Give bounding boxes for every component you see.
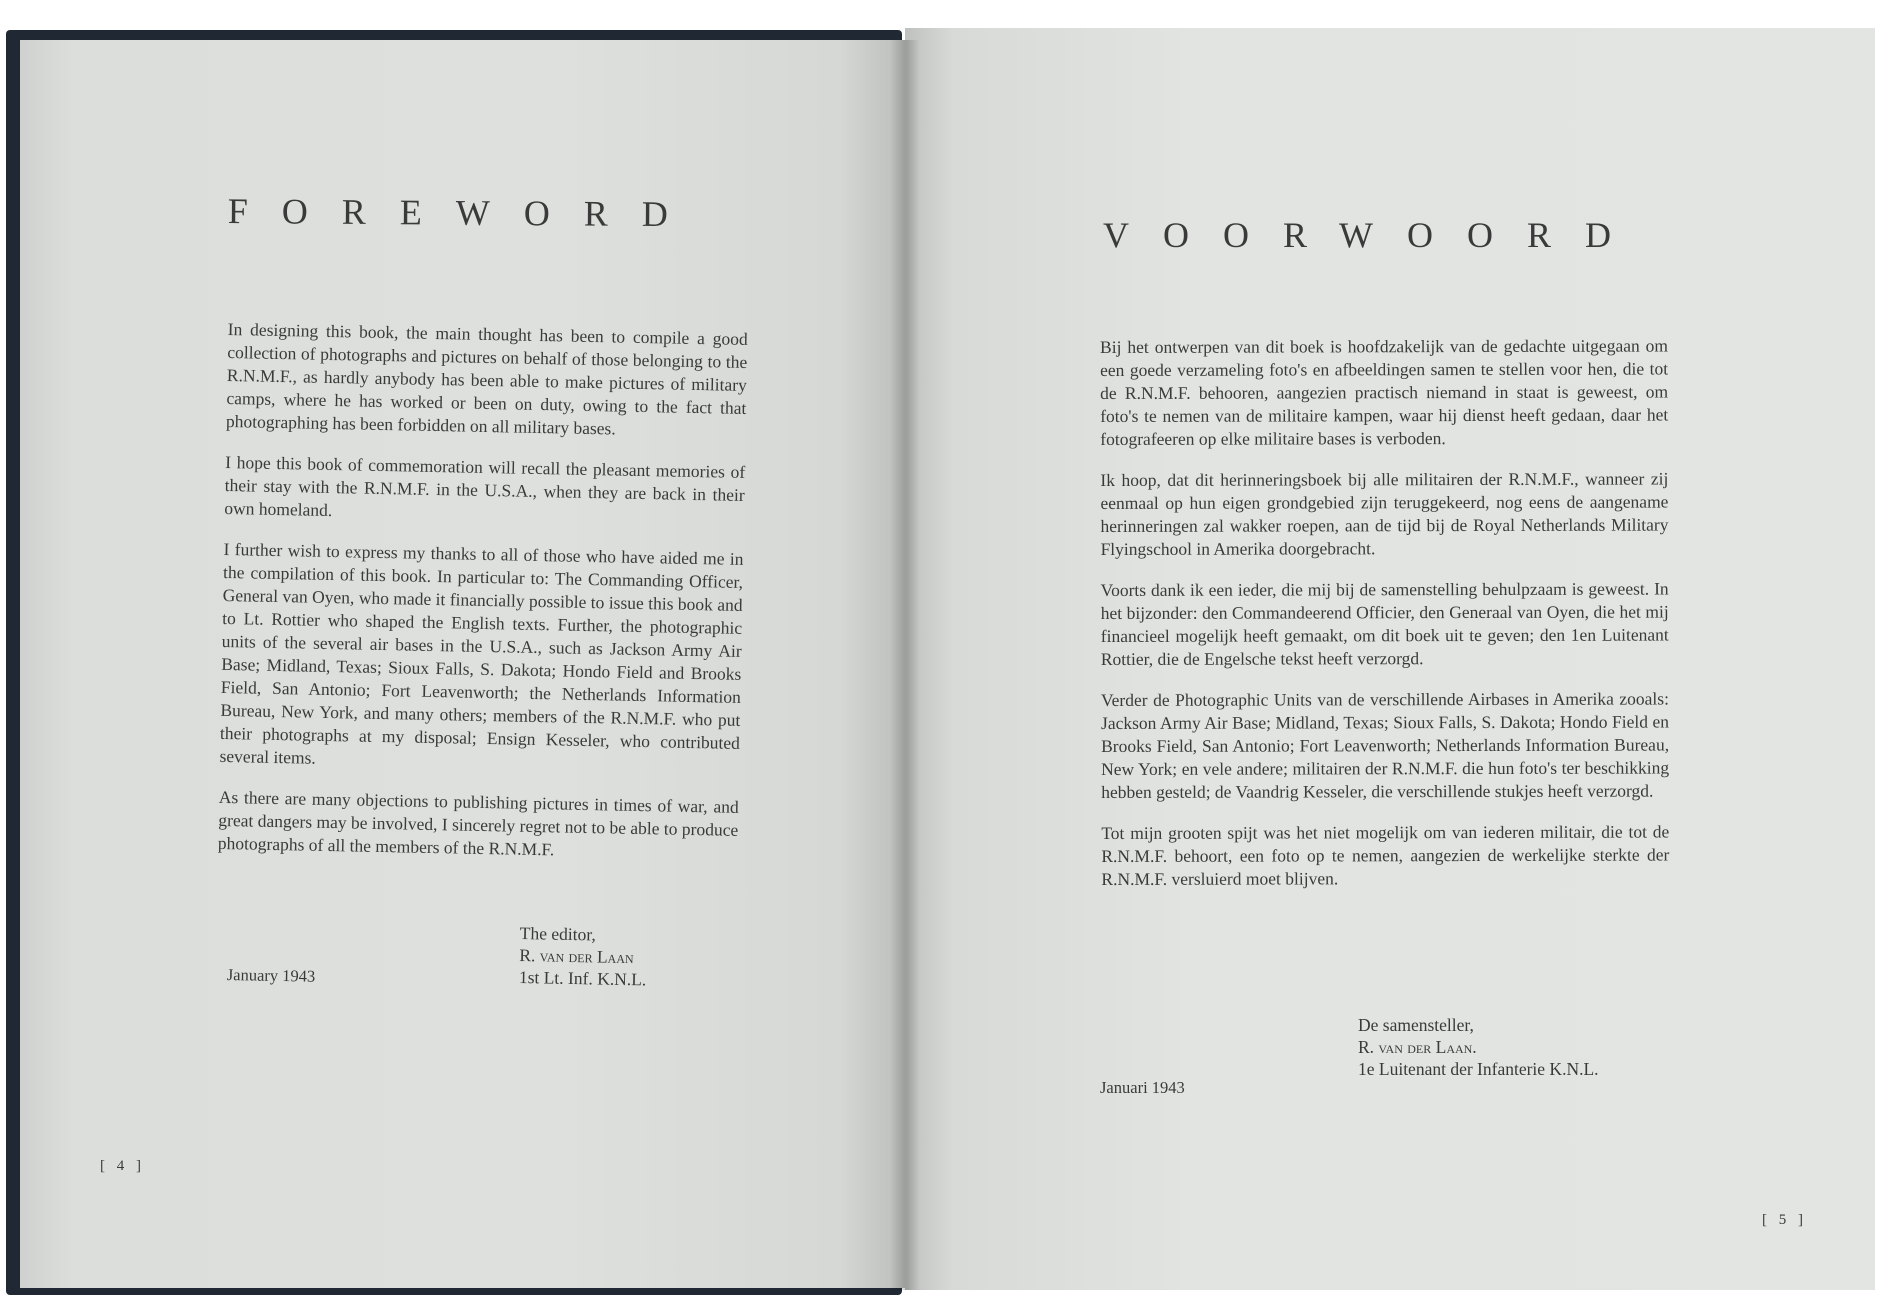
foreword-body bbox=[217, 318, 748, 883]
voorwoord-paragraph: Bij het ontwerpen van dit boek is hoofdzakelijk van de gedachte uitgegaan om een goede verzameling foto's en afbeeldingen samen te stellen voor hen, die tot de R.N.M.F. behooren, aangezien practisch niemand in staat is geweest, om foto's te nemen van de militaire kampen, waar hij dienst heeft gedaan, daar het fotografeeren op elke militaire bases is verboden. bbox=[1100, 335, 1669, 449]
voorwoord-date: Januari 1943 bbox=[1100, 1078, 1185, 1097]
foreword-date: January 1943 bbox=[226, 965, 316, 986]
foreword-signature bbox=[519, 922, 648, 990]
left-page-number: [ 4 ] bbox=[100, 1158, 145, 1174]
signature-name: R. van der Laan bbox=[519, 944, 634, 968]
foreword-paragraph: As there are many objections to publishing pictures in times of war, and great dangers may be involved, I sincerely regret not to be able to produce photographs of all the members of the R.N.M.F. bbox=[217, 786, 739, 860]
foreword-paragraph: I hope this book of commemoration will recall the pleasant memories of their stay with the R.N.M.F. in the U.S.A., when they are back in their own homeland. bbox=[224, 451, 746, 521]
foreword-title: FOREWORD bbox=[227, 190, 702, 235]
voorwoord-paragraph: Voorts dank ik een ieder, die mij bij de samenstelling behulpzaam is geweest. In het bijzonder: den Commandeerend Officier, den Generaal van Oyen, die het mij financieel mogelijk heeft gemaakt, om dit boek uit te geven; den 1en Luitenant Rottier, die de Engelsche tekst heeft verzorgd. bbox=[1100, 578, 1669, 669]
signature-name: R. van der Laan. bbox=[1358, 1037, 1477, 1057]
signature-line: De samensteller, bbox=[1358, 1015, 1474, 1035]
right-page-number: [ 5 ] bbox=[1762, 1212, 1807, 1228]
signature-rank: 1e Luitenant der Infanterie K.N.L. bbox=[1358, 1059, 1599, 1079]
book-gutter bbox=[890, 40, 920, 1290]
foreword-paragraph: I further wish to express my thanks to all of those who have aided me in the compilation of this book. In particular to: The Commanding Officer, General van Oyen, who made it financially possible to issue this book and to Lt. Rottier who shaped the English texts. Further, the photographic units of the several air bases in the U.S.A., such as Jackson Army Air Base; Midland, Texas; Sioux Falls, S. Dakota; Hondo Field and Brooks Field, San Antonio; Fort Leavenworth; the Netherlands Information Bureau, New York, and many others; members of the R.N.M.F. who put their photographs at my disposal; Ensign Kesseler, who contributed several items. bbox=[219, 538, 744, 768]
voorwoord-title: VOORWOORD bbox=[1103, 215, 1646, 255]
signature-rank: 1st Lt. Inf. K.N.L. bbox=[518, 966, 647, 990]
voorwoord-body bbox=[1100, 335, 1669, 909]
voorwoord-paragraph: Tot mijn grooten spijt was het niet mogelijk om van iederen militair, die tot de R.N.M.F. behoort, een foto op te nemen, aangezien de werkelijke sterkte der R.N.M.F. versluierd moet blijven. bbox=[1101, 821, 1670, 889]
voorwoord-paragraph: Verder de Photographic Units van de verschillende Airbases in Amerika zooals: Jackson Army Air Base; Midland, Texas; Sioux Falls, S. Dakota; Hondo Field en Brooks Field, San Antonio; Fort Leavenworth; Netherlands Information Bureau, New York; en vele andere; militairen der R.N.M.F. die hun foto's ter beschikking hebben gesteld; de Vaandrig Kesseler, die verschillende stukjes heeft verzorgd. bbox=[1100, 688, 1670, 802]
foreword-paragraph: In designing this book, the main thought has been to compile a good collection of photographs and pictures on behalf of those belonging to the R.N.M.F., as hardly anybody has been able to make pictures of military camps, where he has worked or been on duty, owing to the fact that photographing has been forbidden on all military bases. bbox=[225, 318, 748, 439]
signature-line: The editor, bbox=[519, 922, 597, 945]
voorwoord-signature bbox=[1358, 1014, 1599, 1080]
voorwoord-paragraph: Ik hoop, dat dit herinneringsboek bij alle militairen der R.N.M.F., wanneer zij eenmaal op hun eigen grondgebied zijn teruggekeerd, nog eens de aangename herinneringen zal wakker roepen, aan de tijd bij de Royal Netherlands Military Flyingschool in Amerika doorgebracht. bbox=[1100, 468, 1669, 559]
